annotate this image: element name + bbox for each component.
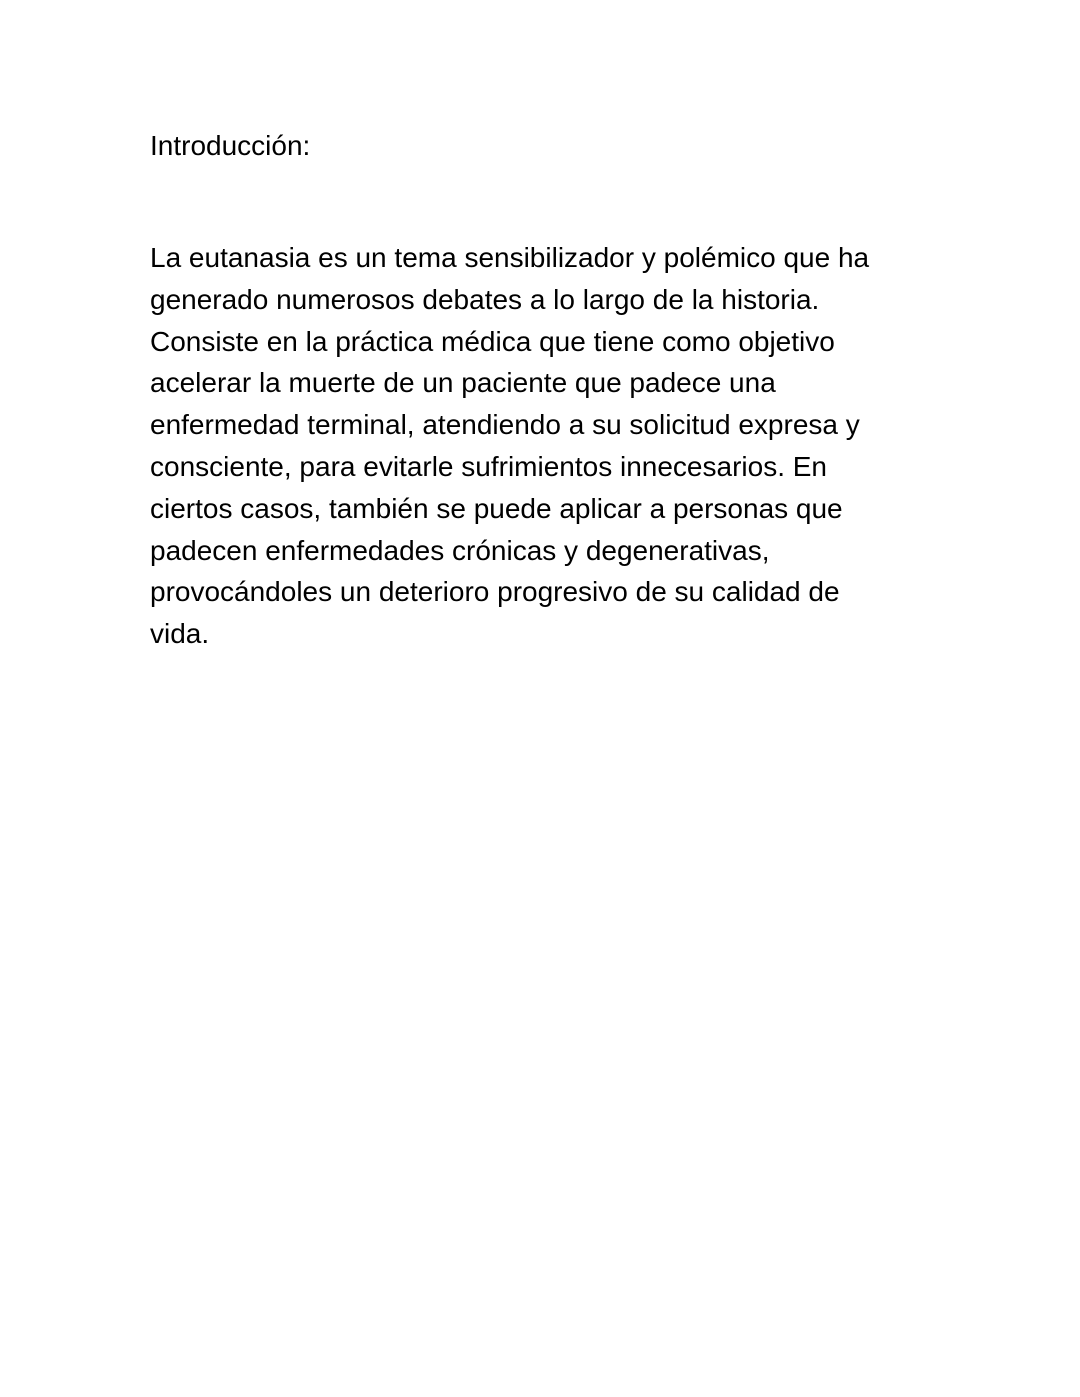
paragraph-line: consciente, para evitarle sufrimientos innecesarios. En xyxy=(150,450,828,482)
section-heading: Introducción: xyxy=(150,130,311,161)
paragraph-line: La eutanasia es un tema sensibilizador y polémico que ha xyxy=(150,242,870,273)
paragraph-line: padecen enfermedades crónicas y degenerativas, xyxy=(150,534,770,566)
paragraph-line: provocándoles un deterioro progresivo de su calidad de xyxy=(150,576,840,608)
paragraph-line: acelerar la muerte de un paciente que padece una xyxy=(150,367,776,399)
introduction-paragraph xyxy=(150,237,930,655)
paragraph-line: generado numerosos debates a lo largo de la historia. xyxy=(150,283,820,315)
paragraph-line: vida. xyxy=(150,618,210,650)
paragraph-line: enfermedad terminal, atendiendo a su solicitud expresa y xyxy=(150,409,860,441)
paragraph-line: Consiste en la práctica médica que tiene como objetivo xyxy=(150,325,835,357)
paragraph-line: ciertos casos, también se puede aplicar a personas que xyxy=(150,492,843,524)
